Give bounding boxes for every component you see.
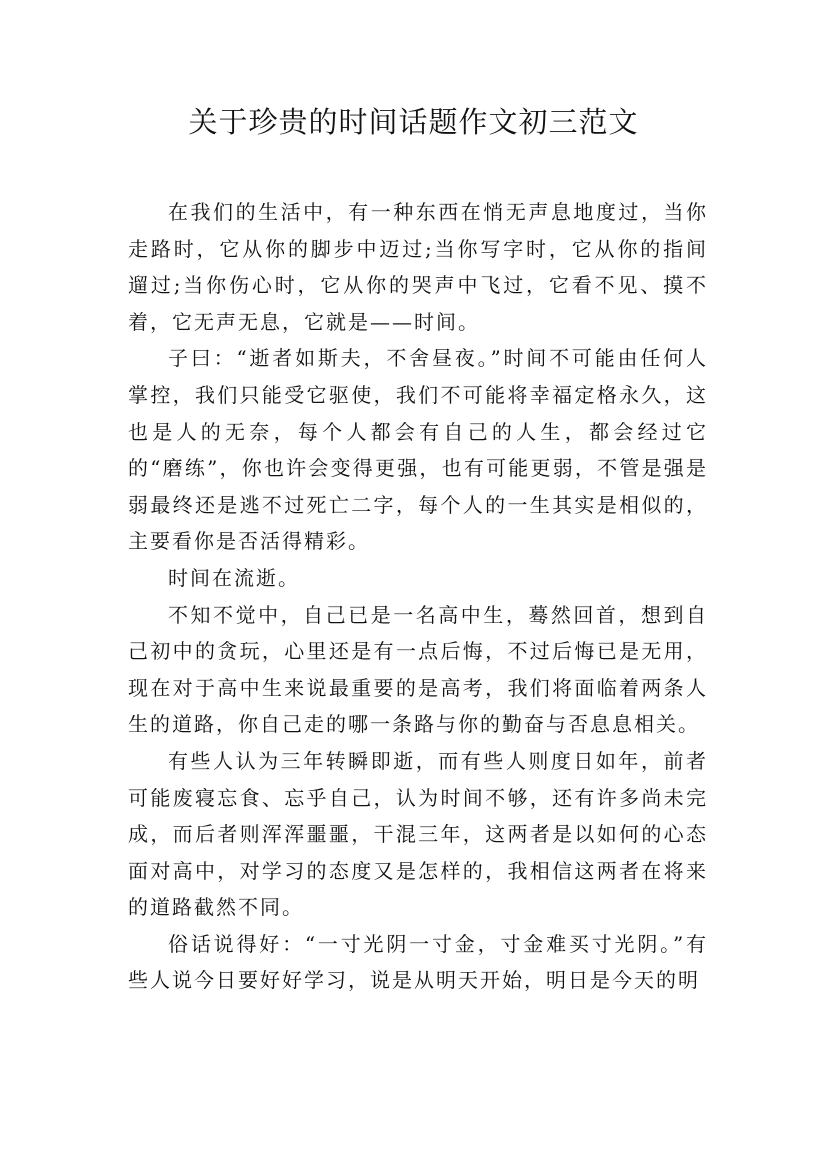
document-body	[128, 194, 708, 999]
paragraph-2: 子曰：“逝者如斯夫，不舍昼夜。”时间不可能由任何人掌控，我们只能受它驱使，我们不可能将幸福定格永久，这也是人的无奈，每个人都会有自己的人生，都会经过它的“磨练”，你也许会变得更强，也有可能更弱，不管是强是弱最终还是逃不过死亡二字，每个人的一生其实是相似的，主要看你是否活得精彩。	[128, 346, 708, 554]
paragraph-6: 俗话说得好：“一寸光阴一寸金，寸金难买寸光阴。”有些人说今日要好好学习，说是从明天开始，明日是今天的明	[128, 931, 708, 993]
paragraph-3: 时间在流逝。	[168, 565, 300, 590]
paragraph-1: 在我们的生活中，有一种东西在悄无声息地度过，当你走路时，它从你的脚步中迈过;当你写字时，它从你的指间遛过;当你伤心时，它从你的哭声中飞过，它看不见、摸不着，它无声无息，它就是——时间。	[128, 200, 708, 334]
document-title: 关于珍贵的时间话题作文初三范文	[188, 105, 639, 139]
paragraph-4: 不知不觉中，自己已是一名高中生，蓦然回首，想到自己初中的贪玩，心里还是有一点后悔，不过后悔已是无用，现在对于高中生来说最重要的是高考，我们将面临着两条人生的道路，你自己走的哪一条路与你的勤奋与否息息相关。	[128, 602, 708, 737]
paragraph-5: 有些人认为三年转瞬即逝，而有些人则度日如年，前者可能废寝忘食、忘乎自己，认为时间不够，还有许多尚未完成，而后者则浑浑噩噩，干混三年，这两者是以如何的心态面对高中，对学习的态度又是怎样的，我相信这两者在将来的道路截然不同。	[128, 748, 708, 920]
